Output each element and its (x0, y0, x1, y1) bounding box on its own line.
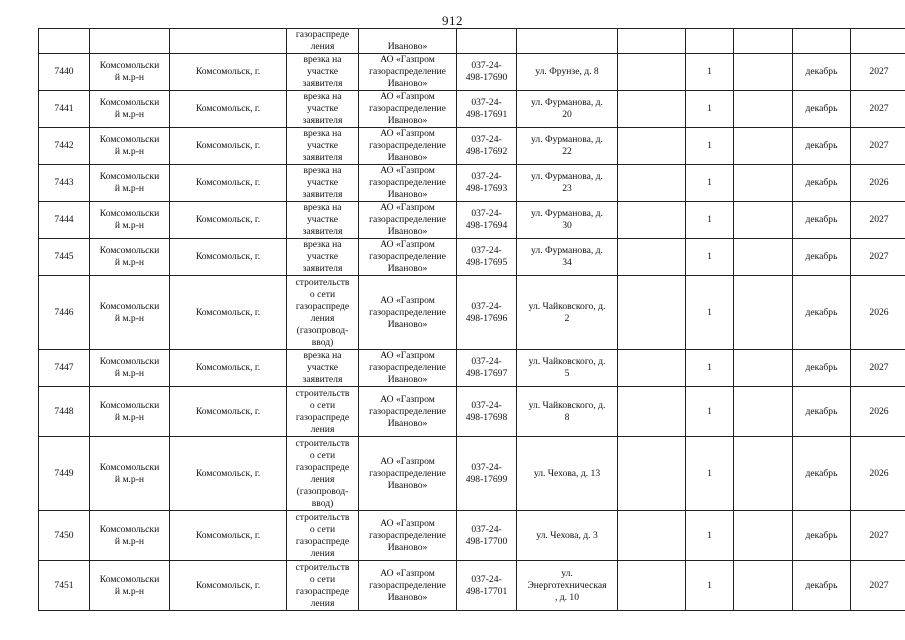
cell-code: 037-24- 498-17700 (457, 511, 517, 561)
cell-address: ул. Фурманова, д. 30 (517, 202, 618, 239)
cell-row-number: 7446 (39, 276, 90, 350)
cell-work-type: строительств о сети газораспреде ления (газопровод- ввод) (287, 437, 359, 511)
cell-district: Комсомольски й м.р-н (90, 511, 170, 561)
cell-work-type: врезка на участке заявителя (287, 239, 359, 276)
cell-work-type: строительств о сети газораспреде ления (287, 511, 359, 561)
cell-empty (618, 54, 686, 91)
cell-month: декабрь (793, 91, 851, 128)
cell-quantity: 1 (686, 165, 734, 202)
cell-organization: АО «Газпром газораспределение Иваново» (359, 276, 457, 350)
cell-organization: АО «Газпром газораспределение Иваново» (359, 91, 457, 128)
cell-empty (618, 91, 686, 128)
cell-year: 2027 (851, 54, 905, 91)
cell-empty (618, 387, 686, 437)
cell-year: 2027 (851, 511, 905, 561)
table-row (39, 387, 905, 437)
cell-work-type: строительств о сети газораспреде ления (287, 561, 359, 611)
cell-city: Комсомольск, г. (170, 54, 287, 91)
cell-address: ул. Чайковского, д. 8 (517, 387, 618, 437)
cell-organization: АО «Газпром газораспределение Иваново» (359, 165, 457, 202)
cell-month: декабрь (793, 511, 851, 561)
table-row-continued (39, 29, 905, 54)
cell-work-type: строительств о сети газораспреде ления (287, 387, 359, 437)
cell-code: 037-24- 498-17693 (457, 165, 517, 202)
cell-work-type: врезка на участке заявителя (287, 202, 359, 239)
cell-empty (734, 29, 793, 54)
cell-city: Комсомольск, г. (170, 128, 287, 165)
cell-empty (170, 29, 287, 54)
cell-district: Комсомольски й м.р-н (90, 387, 170, 437)
cell-city: Комсомольск, г. (170, 350, 287, 387)
cell-address: ул. Фурманова, д. 23 (517, 165, 618, 202)
cell-empty (734, 128, 793, 165)
cell-month: декабрь (793, 54, 851, 91)
cell-city: Комсомольск, г. (170, 239, 287, 276)
page-number: 912 (442, 13, 463, 28)
cell-quantity: 1 (686, 239, 734, 276)
cell-empty (618, 202, 686, 239)
cell-code: 037-24- 498-17692 (457, 128, 517, 165)
cell-quantity: 1 (686, 54, 734, 91)
cell-district: Комсомольски й м.р-н (90, 91, 170, 128)
cell-empty (618, 29, 686, 54)
cell-address: ул. Фурманова, д. 22 (517, 128, 618, 165)
cell-code: 037-24- 498-17694 (457, 202, 517, 239)
cell-empty (618, 276, 686, 350)
cell-organization: АО «Газпром газораспределение Иваново» (359, 561, 457, 611)
registry-table-body (39, 29, 905, 611)
table-row (39, 202, 905, 239)
cell-work-type: врезка на участке заявителя (287, 350, 359, 387)
cell-quantity: 1 (686, 350, 734, 387)
cell-empty (734, 202, 793, 239)
cell-district: Комсомольски й м.р-н (90, 350, 170, 387)
table-row (39, 350, 905, 387)
cell-district: Комсомольски й м.р-н (90, 54, 170, 91)
cell-month: декабрь (793, 561, 851, 611)
cell-organization: АО «Газпром газораспределение Иваново» (359, 437, 457, 511)
cell-organization: АО «Газпром газораспределение Иваново» (359, 239, 457, 276)
table-row (39, 165, 905, 202)
cell-empty (734, 437, 793, 511)
cell-city: Комсомольск, г. (170, 437, 287, 511)
cell-address: ул. Фрунзе, д. 8 (517, 54, 618, 91)
table-row (39, 437, 905, 511)
cell-empty (618, 561, 686, 611)
cell-empty (734, 511, 793, 561)
cell-quantity: 1 (686, 561, 734, 611)
cell-quantity: 1 (686, 91, 734, 128)
cell-work-type: врезка на участке заявителя (287, 91, 359, 128)
cell-empty (734, 350, 793, 387)
cell-organization: АО «Газпром газораспределение Иваново» (359, 128, 457, 165)
cell-empty (618, 128, 686, 165)
cell-quantity: 1 (686, 202, 734, 239)
cell-empty (734, 561, 793, 611)
cell-work-type: строительств о сети газораспреде ления (газопровод- ввод) (287, 276, 359, 350)
cell-city: Комсомольск, г. (170, 387, 287, 437)
cell-month: декабрь (793, 165, 851, 202)
cell-city: Комсомольск, г. (170, 165, 287, 202)
cell-empty (734, 91, 793, 128)
cell-empty (457, 29, 517, 54)
cell-row-number: 7443 (39, 165, 90, 202)
cell-year: 2026 (851, 387, 905, 437)
cell-empty (517, 29, 618, 54)
cell-quantity: 1 (686, 128, 734, 165)
cell-work-type: газораспреде ления (287, 29, 359, 54)
cell-city: Комсомольск, г. (170, 202, 287, 239)
cell-quantity: 1 (686, 511, 734, 561)
cell-empty (734, 276, 793, 350)
cell-code: 037-24- 498-17701 (457, 561, 517, 611)
cell-district: Комсомольски й м.р-н (90, 239, 170, 276)
cell-month: декабрь (793, 202, 851, 239)
cell-row-number: 7450 (39, 511, 90, 561)
cell-address: ул. Чайковского, д. 2 (517, 276, 618, 350)
cell-quantity: 1 (686, 437, 734, 511)
cell-district: Комсомольски й м.р-н (90, 437, 170, 511)
cell-organization: АО «Газпром газораспределение Иваново» (359, 387, 457, 437)
cell-city: Комсомольск, г. (170, 276, 287, 350)
cell-year: 2027 (851, 350, 905, 387)
cell-year: 2026 (851, 276, 905, 350)
cell-quantity: 1 (686, 276, 734, 350)
cell-address: ул. Фурманова, д. 34 (517, 239, 618, 276)
cell-empty (618, 350, 686, 387)
cell-row-number: 7448 (39, 387, 90, 437)
table-row (39, 54, 905, 91)
cell-year: 2026 (851, 437, 905, 511)
cell-district: Комсомольски й м.р-н (90, 128, 170, 165)
cell-organization: АО «Газпром газораспределение Иваново» (359, 511, 457, 561)
table-row (39, 276, 905, 350)
cell-city: Комсомольск, г. (170, 561, 287, 611)
cell-year: 2027 (851, 202, 905, 239)
cell-code: 037-24- 498-17696 (457, 276, 517, 350)
cell-row-number: 7451 (39, 561, 90, 611)
cell-quantity: 1 (686, 387, 734, 437)
cell-month: декабрь (793, 387, 851, 437)
cell-year: 2027 (851, 239, 905, 276)
cell-address: ул. Чайковского, д. 5 (517, 350, 618, 387)
cell-address: ул. Фурманова, д. 20 (517, 91, 618, 128)
table-row (39, 561, 905, 611)
cell-code: 037-24- 498-17690 (457, 54, 517, 91)
cell-district: Комсомольски й м.р-н (90, 165, 170, 202)
cell-empty (734, 239, 793, 276)
cell-year: 2027 (851, 91, 905, 128)
cell-row-number: 7441 (39, 91, 90, 128)
cell-work-type: врезка на участке заявителя (287, 54, 359, 91)
cell-row-number: 7442 (39, 128, 90, 165)
cell-organization: АО «Газпром газораспределение Иваново» (359, 202, 457, 239)
cell-month: декабрь (793, 350, 851, 387)
cell-district: Комсомольски й м.р-н (90, 561, 170, 611)
cell-month: декабрь (793, 276, 851, 350)
table-row (39, 511, 905, 561)
cell-empty (39, 29, 90, 54)
cell-empty (618, 511, 686, 561)
cell-year: 2027 (851, 561, 905, 611)
cell-city: Комсомольск, г. (170, 91, 287, 128)
cell-address: ул. Чехова, д. 13 (517, 437, 618, 511)
table-row (39, 239, 905, 276)
cell-month: декабрь (793, 239, 851, 276)
cell-city: Комсомольск, г. (170, 511, 287, 561)
cell-code: 037-24- 498-17699 (457, 437, 517, 511)
cell-district: Комсомольски й м.р-н (90, 276, 170, 350)
cell-district: Комсомольски й м.р-н (90, 202, 170, 239)
cell-empty (793, 29, 851, 54)
cell-empty (618, 165, 686, 202)
cell-address: ул. Чехова, д. 3 (517, 511, 618, 561)
cell-code: 037-24- 498-17697 (457, 350, 517, 387)
cell-work-type: врезка на участке заявителя (287, 128, 359, 165)
table-row (39, 91, 905, 128)
cell-empty (618, 239, 686, 276)
cell-organization: АО «Газпром газораспределение Иваново» (359, 54, 457, 91)
cell-code: 037-24- 498-17698 (457, 387, 517, 437)
cell-work-type: врезка на участке заявителя (287, 165, 359, 202)
cell-address: ул. Энерготехническая , д. 10 (517, 561, 618, 611)
registry-table (38, 28, 905, 611)
cell-month: декабрь (793, 437, 851, 511)
cell-empty (851, 29, 905, 54)
table-row (39, 128, 905, 165)
cell-organization: АО «Газпром газораспределение Иваново» (359, 350, 457, 387)
cell-code: 037-24- 498-17691 (457, 91, 517, 128)
cell-code: 037-24- 498-17695 (457, 239, 517, 276)
cell-empty (734, 387, 793, 437)
cell-row-number: 7445 (39, 239, 90, 276)
cell-year: 2026 (851, 165, 905, 202)
cell-empty (734, 165, 793, 202)
cell-row-number: 7449 (39, 437, 90, 511)
cell-row-number: 7444 (39, 202, 90, 239)
cell-year: 2027 (851, 128, 905, 165)
cell-organization: Иваново» (359, 29, 457, 54)
cell-empty (618, 437, 686, 511)
cell-empty (90, 29, 170, 54)
cell-month: декабрь (793, 128, 851, 165)
cell-row-number: 7447 (39, 350, 90, 387)
cell-row-number: 7440 (39, 54, 90, 91)
cell-empty (734, 54, 793, 91)
cell-empty (686, 29, 734, 54)
